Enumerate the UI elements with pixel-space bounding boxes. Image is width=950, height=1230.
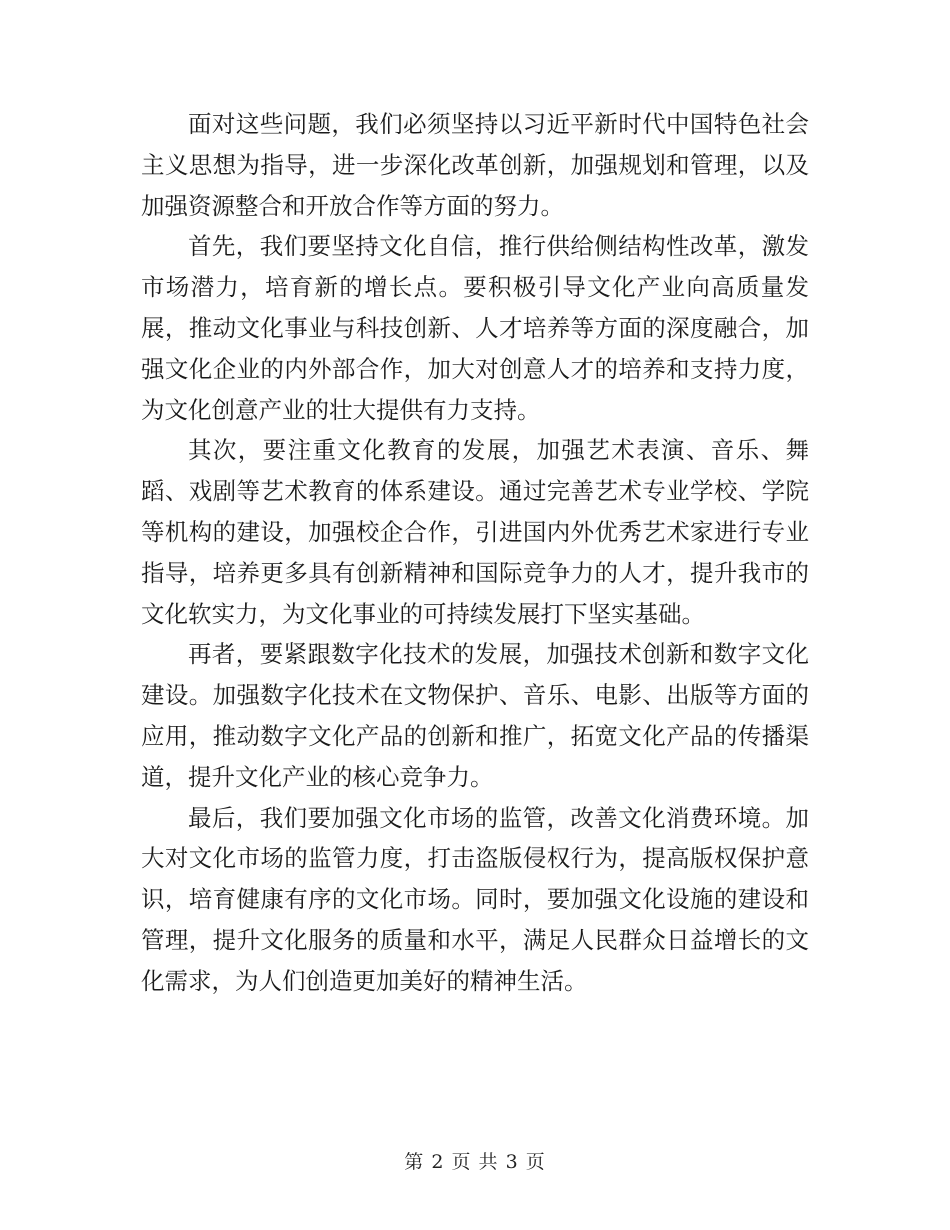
paragraph-5: 最后，我们要加强文化市场的监管，改善文化消费环境。加大对文化市场的监管力度，打击盗版侵权行为，提高版权保护意识，培育健康有序的文化市场。同时，要加强文化设施的建设和管理，提升文化服务的质量和水平，满足人民群众日益增长的文化需求，为人们创造更加美好的精神生活。 bbox=[141, 803, 809, 995]
document-body bbox=[141, 104, 809, 1002]
footer-middle: 页 共 bbox=[451, 1151, 499, 1173]
footer-total-pages: 3 bbox=[505, 1151, 519, 1173]
paragraph-4: 再者，要紧跟数字化技术的发展，加强技术创新和数字文化建设。加强数字化技术在文物保护、音乐、电影、出版等方面的应用，推动数字文化产品的创新和推广，拓宽文化产品的传播渠道，提升文化产业的核心竞争力。 bbox=[141, 640, 809, 791]
paragraph-1: 面对这些问题，我们必须坚持以习近平新时代中国特色社会主义思想为指导，进一步深化改革创新，加强规划和管理，以及加强资源整合和开放合作等方面的努力。 bbox=[141, 110, 809, 220]
footer-suffix: 页 bbox=[525, 1151, 546, 1173]
paragraph-3: 其次，要注重文化教育的发展，加强艺术表演、音乐、舞蹈、戏剧等艺术教育的体系建设。通过完善艺术专业学校、学院等机构的建设，加强校企合作，引进国内外优秀艺术家进行专业指导，培养更多具有创新精神和国际竞争力的人才，提升我市的文化软实力，为文化事业的可持续发展打下坚实基础。 bbox=[141, 436, 809, 628]
page-footer bbox=[0, 1147, 950, 1174]
footer-current-page: 2 bbox=[431, 1151, 445, 1173]
paragraph-2: 首先，我们要坚持文化自信，推行供给侧结构性改革，激发市场潜力，培育新的增长点。要积极引导文化产业向高质量发展，推动文化事业与科技创新、人才培养等方面的深度融合，加强文化企业的内外部合作，加大对创意人才的培养和支持力度，为文化创意产业的壮大提供有力支持。 bbox=[141, 232, 809, 424]
footer-prefix: 第 bbox=[404, 1151, 425, 1173]
